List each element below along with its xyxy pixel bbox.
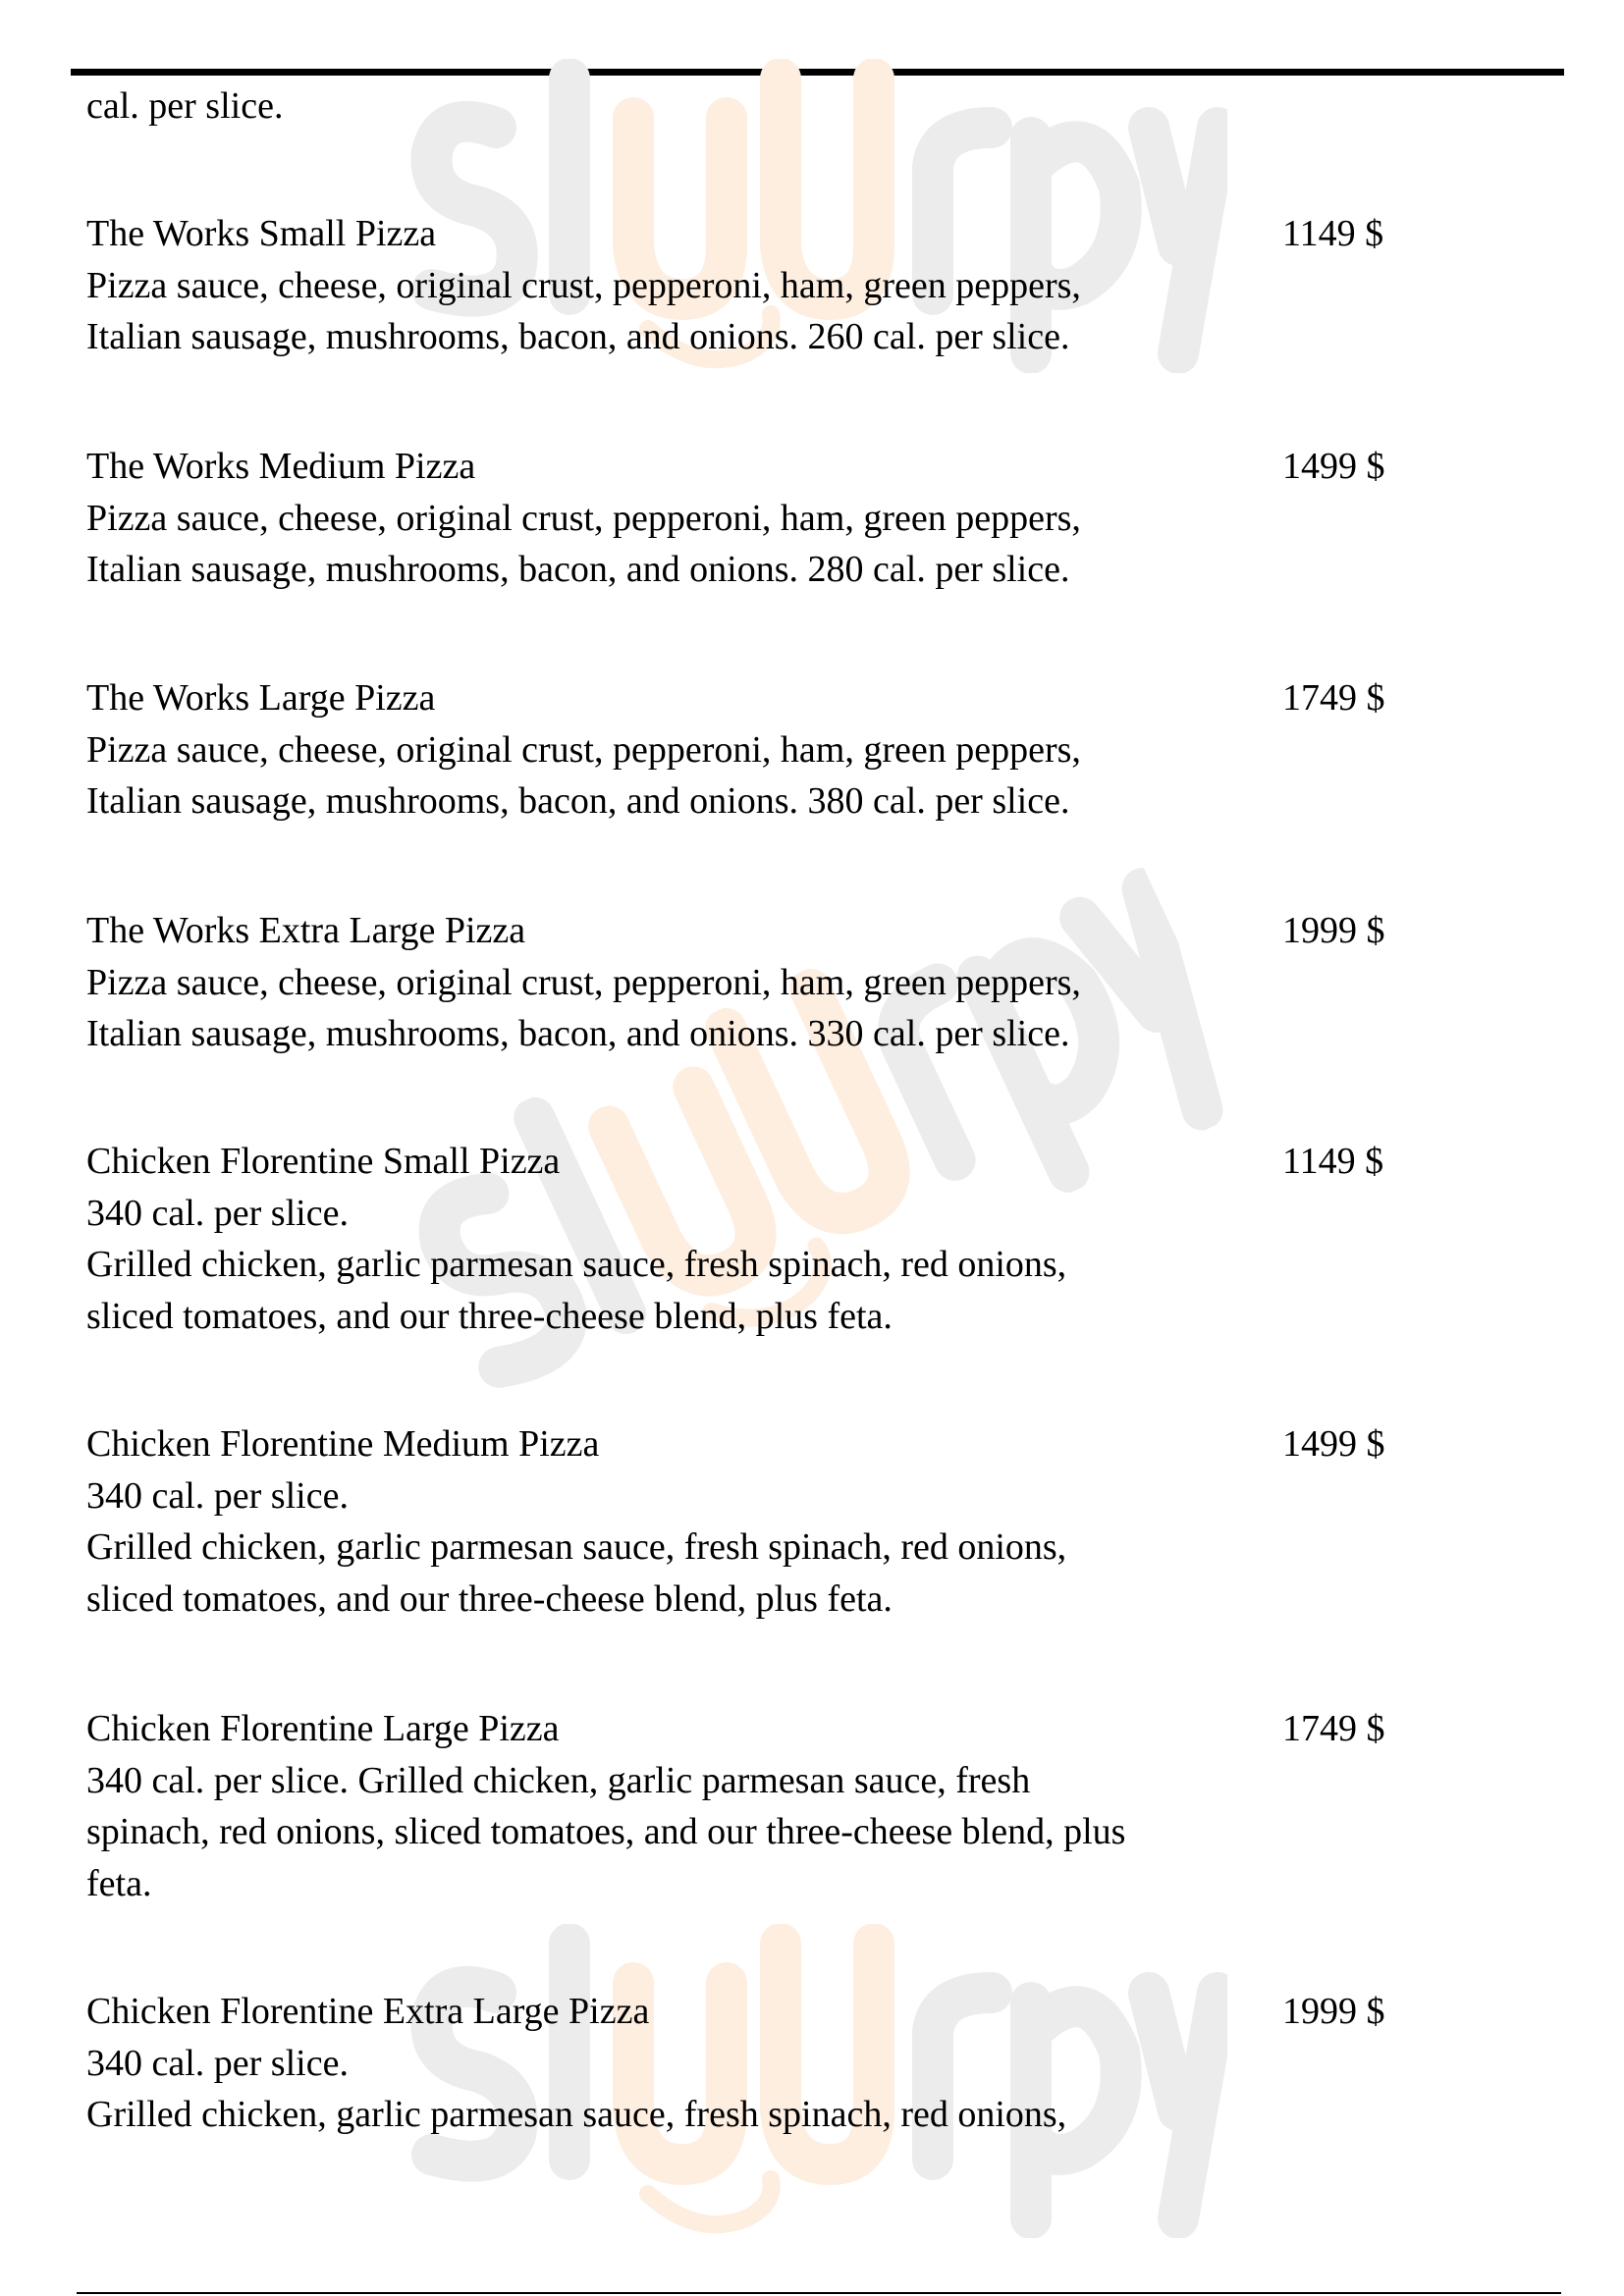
menu-item [86, 441, 1510, 596]
description-line: Italian sausage, mushrooms, bacon, and onions. 280 cal. per slice. [86, 549, 1070, 590]
description-line: Pizza sauce, cheese, original crust, pepperoni, ham, green peppers, [86, 728, 1081, 771]
description-line: 340 cal. per slice. [86, 2042, 349, 2084]
bottom-rule [77, 2292, 1561, 2294]
menu-item [86, 1136, 1510, 1342]
description-line: Grilled chicken, garlic parmesan sauce, fresh spinach, red onions, [86, 2094, 1067, 2135]
menu-item [86, 1986, 1510, 2141]
description-line: sliced tomatoes, and our three-cheese blend, plus feta. [86, 1577, 893, 1620]
menu-item [86, 208, 1510, 363]
description-line: sliced tomatoes, and our three-cheese blend, plus feta. [86, 1295, 893, 1337]
continuation-text [86, 80, 1510, 133]
description-line: Grilled chicken, garlic parmesan sauce, fresh spinach, red onions, [86, 1526, 1067, 1568]
item-price: 1499 $ [1282, 446, 1385, 487]
item-price: 1149 $ [1282, 213, 1384, 254]
description-line: cal. per slice. [86, 85, 284, 127]
top-rule [71, 69, 1564, 76]
description-line: Italian sausage, mushrooms, bacon, and onions. 260 cal. per slice. [86, 316, 1070, 357]
menu-item [86, 672, 1510, 828]
item-price: 1999 $ [1282, 910, 1385, 951]
menu-item [86, 1418, 1510, 1625]
description-line: feta. [86, 1862, 152, 1904]
description-line: Italian sausage, mushrooms, bacon, and onions. 330 cal. per slice. [86, 1013, 1070, 1054]
item-price: 1749 $ [1282, 1708, 1385, 1749]
description-line: Pizza sauce, cheese, original crust, pepperoni, ham, green peppers, [86, 961, 1081, 1003]
item-price: 1499 $ [1282, 1423, 1385, 1465]
menu-item [86, 1703, 1510, 1909]
item-name: Chicken Florentine Large Pizza [86, 1708, 560, 1749]
item-name: The Works Large Pizza [86, 677, 436, 719]
item-name: The Works Small Pizza [86, 213, 437, 254]
menu-item [86, 905, 1510, 1060]
item-price: 1149 $ [1282, 1141, 1384, 1182]
description-line: Pizza sauce, cheese, original crust, pepperoni, ham, green peppers, [86, 264, 1081, 306]
item-name: The Works Medium Pizza [86, 446, 476, 487]
item-price: 1999 $ [1282, 1991, 1385, 2032]
description-line: 340 cal. per slice. [86, 1474, 349, 1517]
item-name: Chicken Florentine Small Pizza [86, 1141, 561, 1182]
description-line: 340 cal. per slice. [86, 1192, 349, 1234]
description-line: Grilled chicken, garlic parmesan sauce, fresh spinach, red onions, [86, 1244, 1067, 1285]
item-name: Chicken Florentine Extra Large Pizza [86, 1991, 650, 2032]
item-name: Chicken Florentine Medium Pizza [86, 1423, 600, 1465]
description-line: Italian sausage, mushrooms, bacon, and onions. 380 cal. per slice. [86, 780, 1070, 822]
description-line: spinach, red onions, sliced tomatoes, and our three-cheese blend, plus [86, 1811, 1126, 1852]
item-price: 1749 $ [1282, 677, 1385, 719]
description-line: Pizza sauce, cheese, original crust, pepperoni, ham, green peppers, [86, 497, 1081, 539]
description-line: 340 cal. per slice. Grilled chicken, garlic parmesan sauce, fresh [86, 1759, 1031, 1801]
item-name: The Works Extra Large Pizza [86, 910, 526, 951]
